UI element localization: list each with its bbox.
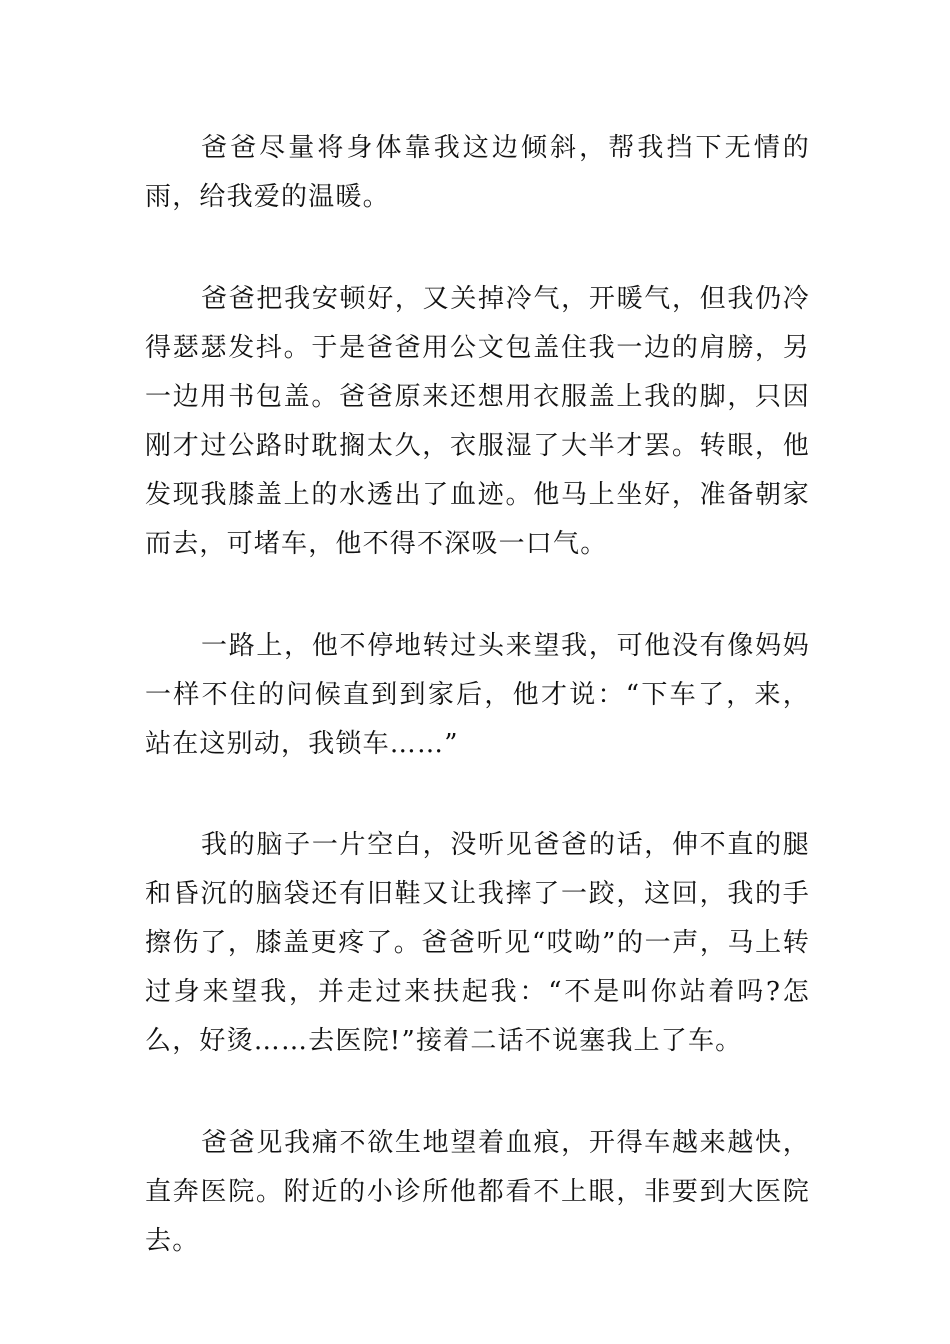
paragraph-5: 爸爸见我痛不欲生地望着血痕，开得车越来越快，直奔医院。附近的小诊所他都看不上眼，非要到大医院去。 (145, 1128, 810, 1256)
paragraph-2: 爸爸把我安顿好，又关掉冷气，开暖气，但我仍冷得瑟瑟发抖。于是爸爸用公文包盖住我一边的肩膀，另一边用书包盖。爸爸原来还想用衣服盖上我的脚，只因刚才过公路时耽搁太久，衣服湿了大半才罢。转眼，他发现我膝盖上的水透出了血迹。他马上坐好，准备朝家而去，可堵车，他不得不深吸一口气。 (145, 284, 810, 559)
paragraph-1: 爸爸尽量将身体靠我这边倾斜，帮我挡下无情的雨，给我爱的温暖。 (145, 133, 810, 212)
paragraph-3: 一路上，他不停地转过头来望我，可他没有像妈妈一样不住的问候直到到家后，他才说：“下车了，来，站在这别动，我锁车……” (145, 631, 810, 759)
paragraph-4: 我的脑子一片空白，没听见爸爸的话，伸不直的腿和昏沉的脑袋还有旧鞋又让我摔了一跤，这回，我的手擦伤了，膝盖更疼了。爸爸听见“哎呦”的一声，马上转过身来望我，并走过来扶起我：“不是叫你站着吗?怎么，好烫……去医院!”接着二话不说塞我上了车。 (145, 830, 810, 1056)
